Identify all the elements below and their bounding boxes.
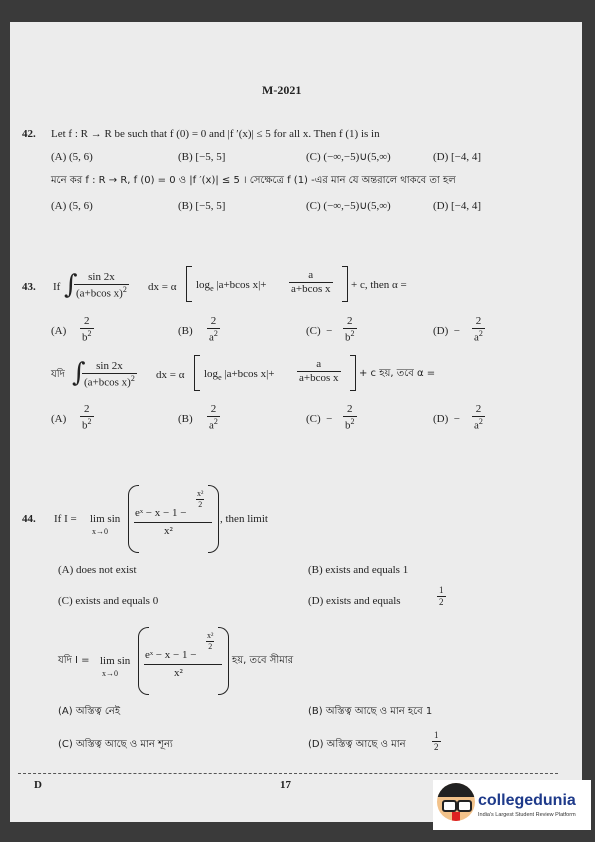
q43-opt-a-label: (A) <box>51 325 67 337</box>
q44-lim-sub-bn: x→0 <box>102 669 118 678</box>
q42-option-b-bn: (B) [−5, 5] <box>178 200 226 212</box>
q44-inner-numerator-bn: eˣ − x − 1 − <box>145 649 197 661</box>
q43-opt-d-label-bn: (D) − <box>433 413 460 425</box>
q43-dx-alpha-bn: dx = α <box>156 369 185 381</box>
q43-opt-b-label: (B) <box>178 325 193 337</box>
paper-code: M-2021 <box>262 83 302 97</box>
mascot-icon <box>437 783 475 821</box>
q43-opt-b-value: $\frac{2}{a^2}$ <box>209 315 218 344</box>
q44-option-a-bn: (A) অস্তিত্ব নেই <box>58 706 121 717</box>
q43-opt-d-label: (D) − <box>433 325 460 337</box>
q43-if: If <box>53 281 61 293</box>
q42-option-b: (B) [−5, 5] <box>178 151 226 163</box>
q44-frac-bar-bn <box>144 664 222 665</box>
right-paren <box>208 485 219 553</box>
q44-option-a: (A) does not exist <box>58 564 137 576</box>
q44-inner-numerator: eˣ − x − 1 − <box>135 507 187 519</box>
q44-option-b-bn: (B) অস্তিত্ব আছে ও মান হবে 1 <box>308 706 433 717</box>
q43-integrand-bn: $\frac{\sin 2x}{(a+bcos x)^2}$ <box>84 360 135 389</box>
logo-tagline: India's Largest Student Review Platform <box>478 812 576 818</box>
left-bracket <box>186 266 192 302</box>
q43-opt-c-label: (C) − <box>306 325 333 337</box>
q43-if-bn: যদি <box>51 369 65 380</box>
q43-integrand: $\frac{\sin 2x}{(a+bcos x)^2}$ <box>76 271 127 300</box>
q43-opt-c-value-bn: $\frac{2}{b^2}$ <box>345 403 355 432</box>
page-number: 17 <box>280 779 291 791</box>
q43-opt-d-value-bn: $\frac{2}{a^2}$ <box>474 403 483 432</box>
q43-inner-frac: $\frac{a}{\text{a+bcos x}}$ <box>291 269 331 295</box>
q42-option-d-bn: (D) [−4, 4] <box>433 200 482 212</box>
q42-option-c-bn: (C) (−∞,−5)∪(5,∞) <box>306 200 391 212</box>
q44-small-frac: $\frac{\text{x²}}{2}$ <box>197 489 204 509</box>
right-bracket <box>342 266 348 302</box>
q44-option-d: (D) exists and equals <box>308 595 401 607</box>
q44-lim: lim sin <box>90 513 121 525</box>
q42-option-c: (C) (−∞,−5)∪(5,∞) <box>306 151 391 163</box>
q43-log-bn: $\log_e |a+bcos$ x|+ <box>204 368 275 383</box>
q43-number: 43. <box>22 281 36 293</box>
q44-if: If I = <box>54 513 77 525</box>
q44-option-b: (B) exists and equals 1 <box>308 564 409 576</box>
q43-opt-a-label-bn: (A) <box>51 413 67 425</box>
integral-sign: ∫ <box>64 270 78 300</box>
q44-tail: , then limit <box>220 513 268 525</box>
q43-opt-d-value: $\frac{2}{a^2}$ <box>474 315 483 344</box>
q43-opt-b-value-bn: $\frac{2}{a^2}$ <box>209 403 218 432</box>
q42-stem-en: Let f : R → R be such that f (0) = 0 and |f ′(x)| ≤ 5 for all x. Then f (1) is in <box>51 128 380 140</box>
q43-opt-b-label-bn: (B) <box>178 413 193 425</box>
q44-if-bn: যদি I = <box>58 655 90 666</box>
right-paren-bn <box>218 627 229 695</box>
exam-page <box>10 22 582 822</box>
q44-option-d-bn: (D) অস্তিত্ব আছে ও মান <box>308 739 406 750</box>
q43-opt-c-value: $\frac{2}{b^2}$ <box>345 315 355 344</box>
q44-option-d-half-bn: $\frac{1}{2}$ <box>434 730 439 752</box>
integral-sign-bn: ∫ <box>72 358 86 388</box>
q44-small-frac-bn: $\frac{\text{x²}}{2}$ <box>207 631 214 651</box>
q42-number: 42. <box>22 128 36 140</box>
q44-number: 44. <box>22 513 36 525</box>
q44-option-d-half: $\frac{1}{2}$ <box>439 585 444 607</box>
q43-opt-c-label-bn: (C) − <box>306 413 333 425</box>
q44-option-c: (C) exists and equals 0 <box>58 595 159 607</box>
footer-rule <box>18 773 558 774</box>
logo-name: collegedunia <box>478 792 576 809</box>
q43-opt-a-value-bn: $\frac{2}{b^2}$ <box>82 403 92 432</box>
left-bracket-bn <box>194 355 200 391</box>
q43-opt-a-value: $\frac{2}{b^2}$ <box>82 315 92 344</box>
q44-tail-bn: হয়, তবে সীমার <box>232 655 294 666</box>
q44-option-c-bn: (C) অস্তিত্ব আছে ও মান শূন্য <box>58 739 173 750</box>
q42-option-a: (A) (5, 6) <box>51 151 93 163</box>
left-paren <box>128 485 139 553</box>
set-code: D <box>34 779 42 791</box>
q43-tail-bn: + c হয়, তবে α = <box>359 368 436 379</box>
q44-inner-denominator-bn: x² <box>174 667 183 679</box>
q42-option-a-bn: (A) (5, 6) <box>51 200 93 212</box>
q44-inner-denominator: x² <box>164 525 173 537</box>
left-paren-bn <box>138 627 149 695</box>
q44-frac-bar <box>134 522 212 523</box>
q43-dx-alpha: dx = α <box>148 281 177 293</box>
right-bracket-bn <box>350 355 356 391</box>
q43-inner-frac-bn: $\frac{a}{\text{a+bcos x}}$ <box>299 358 339 384</box>
q44-lim-bn: lim sin <box>100 655 131 667</box>
q43-tail: + c, then α = <box>351 279 407 291</box>
q44-lim-sub: x→0 <box>92 527 108 536</box>
q43-log: $\log_e |a+bcos$ x|+ <box>196 279 267 294</box>
q42-option-d: (D) [−4, 4] <box>433 151 482 163</box>
q42-stem-bn: মনে কর f : R → R, f (0) = 0 ও |f ′(x)| ≤ 5 । সেক্ষেত্রে f (1) -এর মান যে অন্তরালে থাকবে তা হল <box>51 175 456 186</box>
